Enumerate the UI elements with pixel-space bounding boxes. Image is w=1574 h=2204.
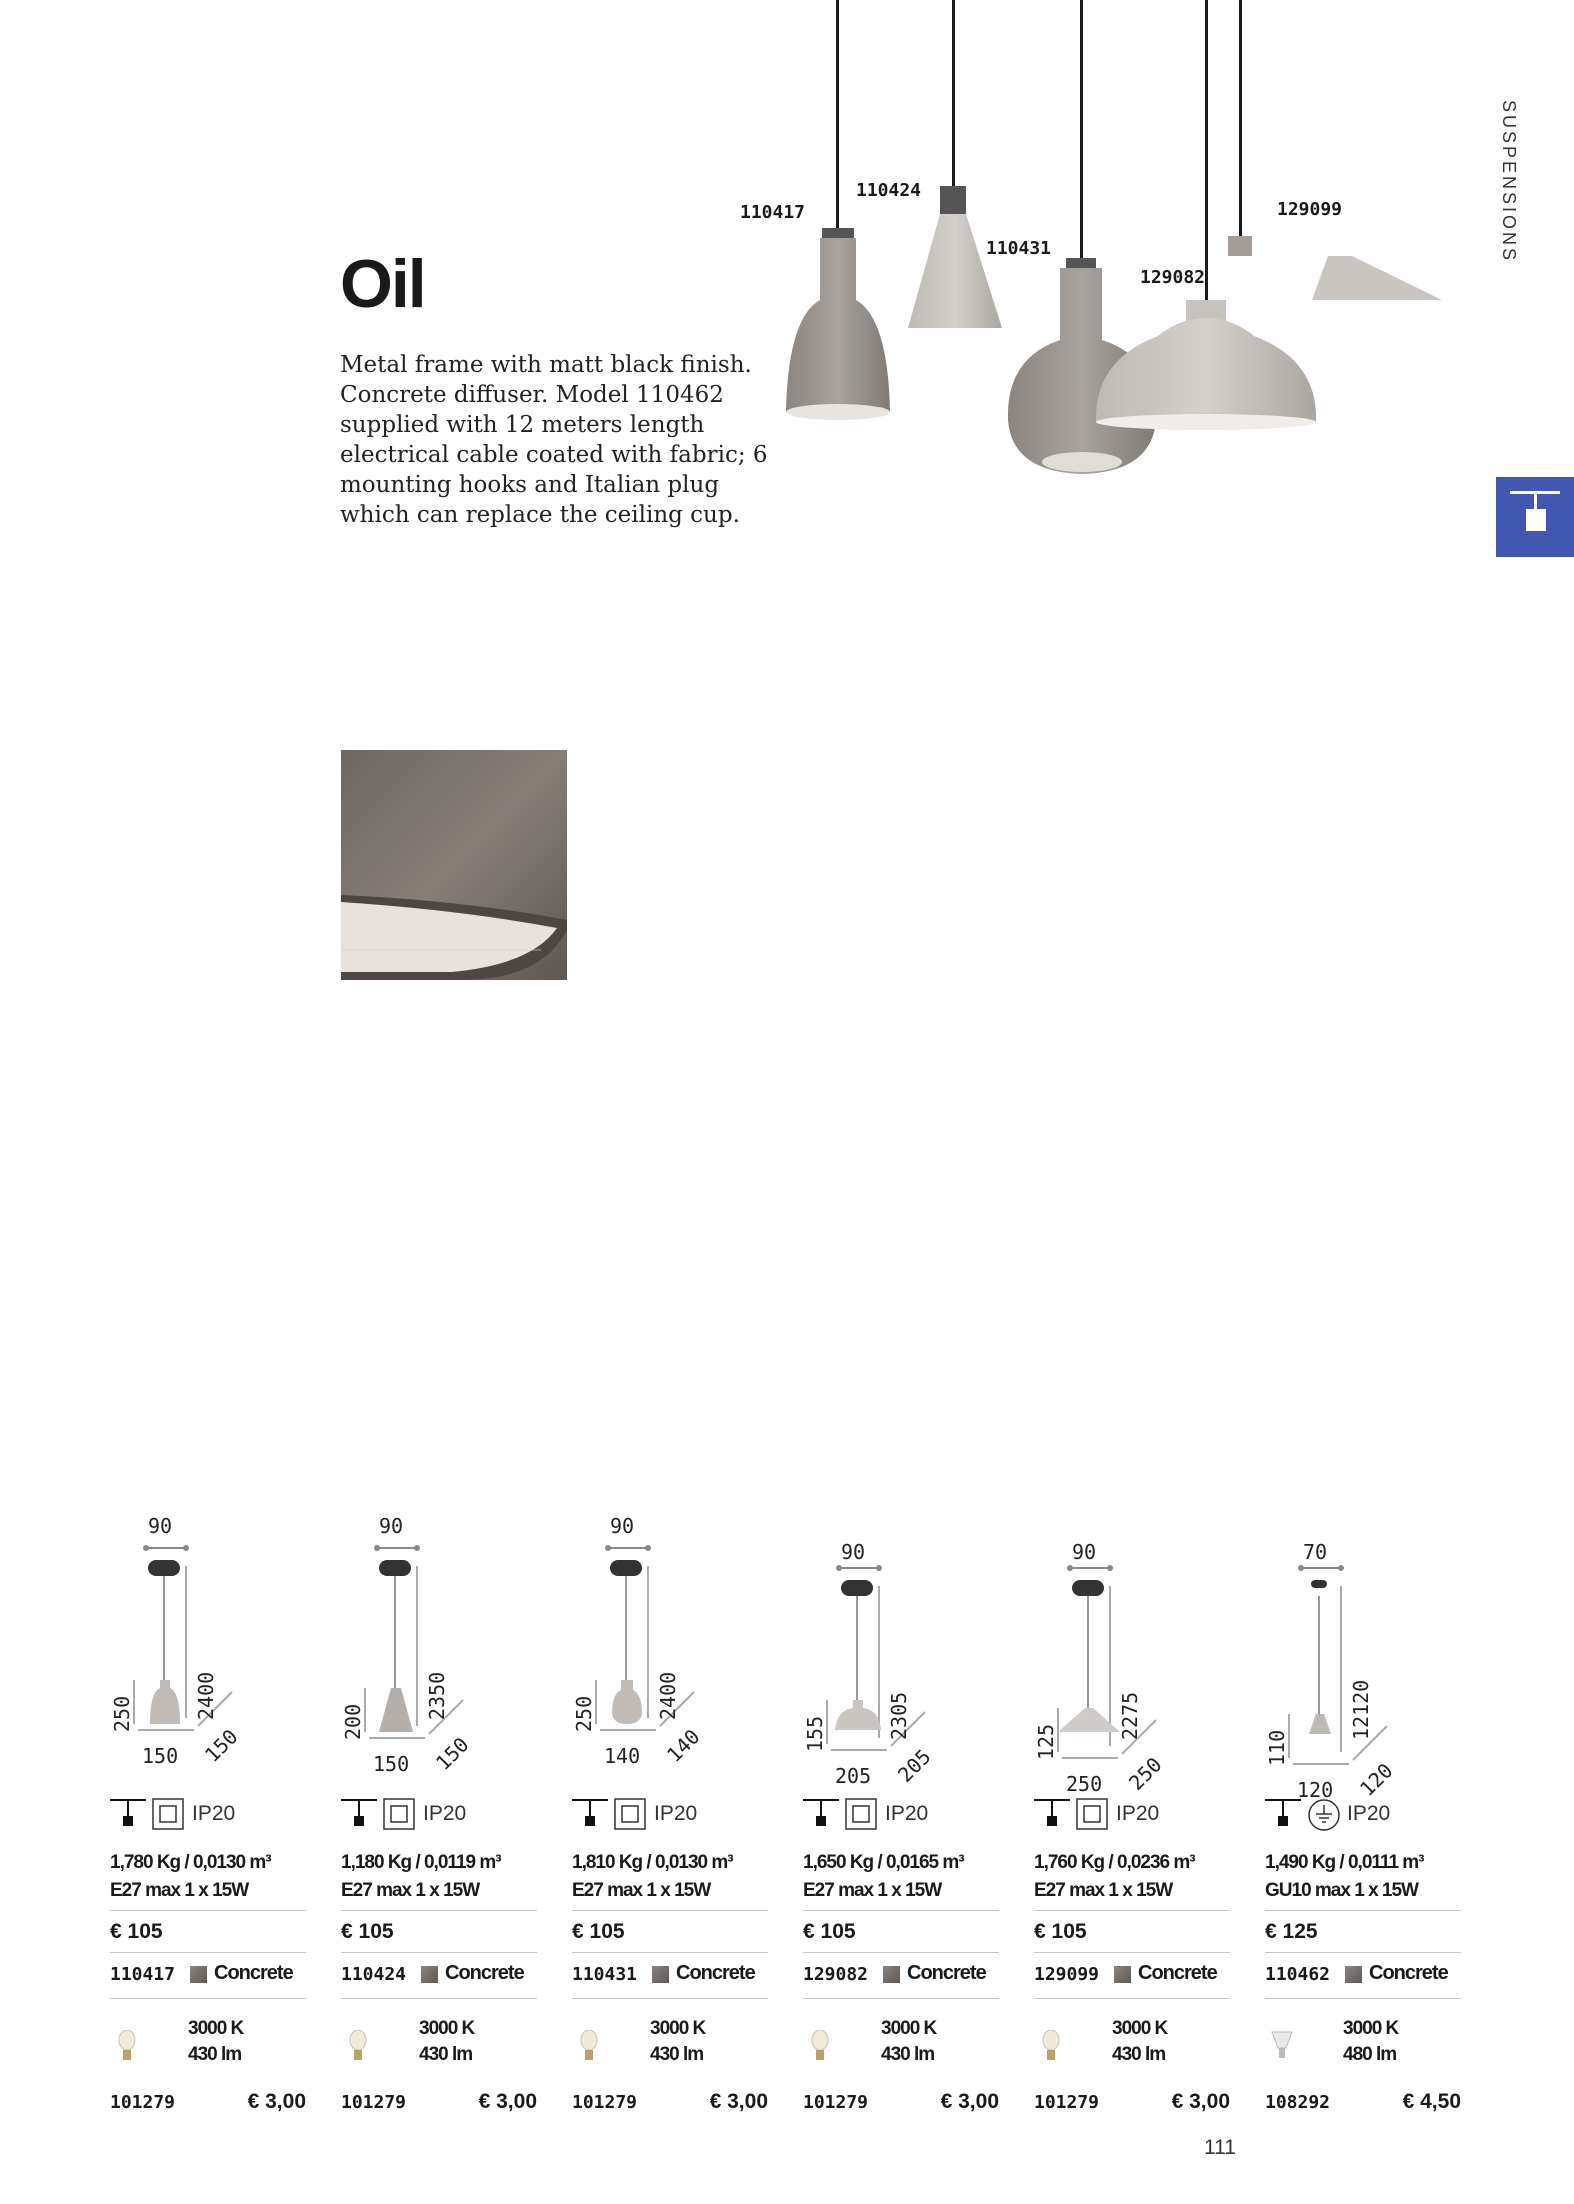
bulb-code: 101279: [803, 2092, 869, 2113]
spec-icons: [110, 1796, 306, 1832]
finish-label: Concrete: [1369, 1962, 1448, 1984]
bulb-price: € 4,50: [1402, 2090, 1461, 2113]
weight-volume: 1,780 Kg / 0,0130 m³: [110, 1852, 271, 1873]
luminous-flux: 430 lm: [419, 2044, 473, 2065]
ip-rating: IP20: [1347, 1802, 1391, 1825]
hero-pendants-image: [740, 0, 1480, 480]
height-dim: 155: [803, 1715, 827, 1752]
spec-icons: [1034, 1796, 1230, 1832]
bulb-price: € 3,00: [940, 2090, 999, 2113]
concrete-swatch: [190, 1966, 207, 1983]
product-code: 110462: [1265, 1964, 1331, 1985]
product-column-110424: [341, 1510, 537, 2130]
color-temperature: 3000 K: [1112, 2018, 1168, 2039]
product-code: 110417: [110, 1964, 176, 1985]
cone-129099-display: [740, 0, 1480, 480]
pendant-dimension-drawing: [341, 1510, 537, 1790]
finish-label: Concrete: [1138, 1962, 1217, 1984]
finish-label: Concrete: [445, 1962, 524, 1984]
page-number: 111: [1204, 2136, 1236, 2159]
bulb-code: 101279: [341, 2092, 407, 2113]
product-code: 129099: [1034, 1964, 1100, 1985]
finish-label: Concrete: [907, 1962, 986, 1984]
earth-ground-icon: [1307, 1798, 1341, 1832]
price: € 105: [572, 1920, 625, 1943]
width-dim: 140: [604, 1744, 641, 1768]
section-label: SUSPENSIONS: [1499, 100, 1519, 264]
led-bulb-icon: [1040, 2030, 1062, 2064]
depth-dim: 150: [431, 1732, 474, 1775]
product-code: 110431: [572, 1964, 638, 1985]
weight-volume: 1,650 Kg / 0,0165 m³: [803, 1852, 964, 1873]
spec-icons: [341, 1796, 537, 1832]
top-width-dim: 90: [148, 1514, 173, 1538]
lamp-spec: E27 max 1 x 15W: [1034, 1880, 1173, 1901]
lamp-spec: E27 max 1 x 15W: [341, 1880, 480, 1901]
pendant-dimension-drawing: [1034, 1510, 1230, 1790]
bulb-code: 101279: [572, 2092, 638, 2113]
lamp-spec: GU10 max 1 x 15W: [1265, 1880, 1418, 1901]
cable-length-dim: 2400: [194, 1671, 218, 1720]
weight-volume: 1,490 Kg / 0,0111 m³: [1265, 1852, 1424, 1873]
color-temperature: 3000 K: [419, 2018, 475, 2039]
finish-label: Concrete: [214, 1962, 293, 1984]
width-dim: 205: [835, 1764, 872, 1788]
concrete-detail-photo: [341, 750, 567, 980]
product-column-129082: [803, 1510, 999, 2130]
width-dim: 150: [142, 1744, 179, 1768]
depth-dim: 205: [893, 1744, 936, 1787]
product-column-110462: [1265, 1510, 1461, 2130]
pendant-dimension-drawing: [803, 1510, 999, 1790]
lamp-spec: E27 max 1 x 15W: [803, 1880, 942, 1901]
top-width-dim: 90: [379, 1514, 404, 1538]
width-dim: 120: [1297, 1778, 1334, 1802]
bulb-code: 101279: [110, 2092, 176, 2113]
height-dim: 110: [1265, 1729, 1289, 1766]
depth-dim: 120: [1355, 1758, 1398, 1801]
luminous-flux: 430 lm: [881, 2044, 935, 2065]
hero-label-129099: 129099: [1277, 199, 1343, 220]
ip-rating: IP20: [885, 1802, 929, 1825]
cable-length-dim: 2275: [1118, 1691, 1142, 1740]
price: € 125: [1265, 1920, 1318, 1943]
class-2-double-insulation-icon: [614, 1798, 648, 1832]
cable-length-dim: 2400: [656, 1671, 680, 1720]
weight-volume: 1,810 Kg / 0,0130 m³: [572, 1852, 733, 1873]
color-temperature: 3000 K: [881, 2018, 937, 2039]
height-dim: 250: [110, 1695, 134, 1732]
concrete-swatch: [652, 1966, 669, 1983]
led-bulb-icon: [116, 2030, 138, 2064]
class-2-double-insulation-icon: [845, 1798, 879, 1832]
bulb-price: € 3,00: [478, 2090, 537, 2113]
depth-dim: 150: [200, 1724, 243, 1767]
product-code: 110424: [341, 1964, 407, 1985]
bulb-price: € 3,00: [1171, 2090, 1230, 2113]
spec-icons: [1265, 1796, 1461, 1832]
height-dim: 125: [1034, 1723, 1058, 1760]
finish-label: Concrete: [676, 1962, 755, 1984]
class-2-double-insulation-icon: [383, 1798, 417, 1832]
product-code: 129082: [803, 1964, 869, 1985]
cable-length-dim: 2305: [887, 1691, 911, 1740]
price: € 105: [341, 1920, 394, 1943]
luminous-flux: 430 lm: [650, 2044, 704, 2065]
bulb-code: 108292: [1265, 2092, 1331, 2113]
bulb-price: € 3,00: [709, 2090, 768, 2113]
luminous-flux: 430 lm: [188, 2044, 242, 2065]
product-column-110417: [110, 1510, 306, 2130]
page-title: Oil: [340, 246, 425, 322]
class-2-double-insulation-icon: [1076, 1798, 1110, 1832]
bulb-price: € 3,00: [247, 2090, 306, 2113]
concrete-swatch: [1345, 1966, 1362, 1983]
concrete-swatch: [1114, 1966, 1131, 1983]
hero-label-110431: 110431: [986, 238, 1052, 259]
height-dim: 250: [572, 1695, 596, 1732]
top-width-dim: 70: [1303, 1540, 1328, 1564]
width-dim: 150: [373, 1752, 410, 1776]
ip-rating: IP20: [1116, 1802, 1160, 1825]
gu10-bulb-icon: [1271, 2030, 1293, 2064]
weight-volume: 1,760 Kg / 0,0236 m³: [1034, 1852, 1195, 1873]
product-column-110431: [572, 1510, 768, 2130]
bulb-code: 101279: [1034, 2092, 1100, 2113]
concrete-swatch: [421, 1966, 438, 1983]
luminous-flux: 430 lm: [1112, 2044, 1166, 2065]
ip-rating: IP20: [192, 1802, 236, 1825]
hero-label-129082: 129082: [1140, 267, 1206, 288]
color-temperature: 3000 K: [188, 2018, 244, 2039]
weight-volume: 1,180 Kg / 0,0119 m³: [341, 1852, 501, 1873]
top-width-dim: 90: [1072, 1540, 1097, 1564]
ip-rating: IP20: [654, 1802, 698, 1825]
ip-rating: IP20: [423, 1802, 467, 1825]
top-width-dim: 90: [610, 1514, 635, 1538]
height-dim: 200: [341, 1703, 365, 1740]
color-temperature: 3000 K: [650, 2018, 706, 2039]
hero-label-110417: 110417: [740, 202, 806, 223]
cable-length-dim: 12120: [1349, 1679, 1373, 1740]
led-bulb-icon: [578, 2030, 600, 2064]
product-description: Metal frame with matt black finish. Concrete diffuser. Model 110462 supplied with 12 meters length electrical cable coated with fabric; 6 mounting hooks and Italian plug which can replace the ceiling cup.: [340, 352, 768, 528]
pendant-dimension-drawing: [1265, 1510, 1461, 1790]
price: € 105: [110, 1920, 163, 1943]
product-column-129099: [1034, 1510, 1230, 2130]
spec-icons: [572, 1796, 768, 1832]
led-bulb-icon: [347, 2030, 369, 2064]
color-temperature: 3000 K: [1343, 2018, 1399, 2039]
suspension-section-icon: [1496, 477, 1574, 557]
lamp-spec: E27 max 1 x 15W: [572, 1880, 711, 1901]
cable-length-dim: 2350: [425, 1671, 449, 1720]
hero-label-110424: 110424: [856, 180, 922, 201]
luminous-flux: 480 lm: [1343, 2044, 1397, 2065]
price: € 105: [803, 1920, 856, 1943]
concrete-swatch: [883, 1966, 900, 1983]
depth-dim: 250: [1124, 1752, 1167, 1795]
class-2-double-insulation-icon: [152, 1798, 186, 1832]
width-dim: 250: [1066, 1772, 1103, 1796]
spec-icons: [803, 1796, 999, 1832]
top-width-dim: 90: [841, 1540, 866, 1564]
led-bulb-icon: [809, 2030, 831, 2064]
depth-dim: 140: [662, 1724, 705, 1767]
price: € 105: [1034, 1920, 1087, 1943]
lamp-spec: E27 max 1 x 15W: [110, 1880, 249, 1901]
